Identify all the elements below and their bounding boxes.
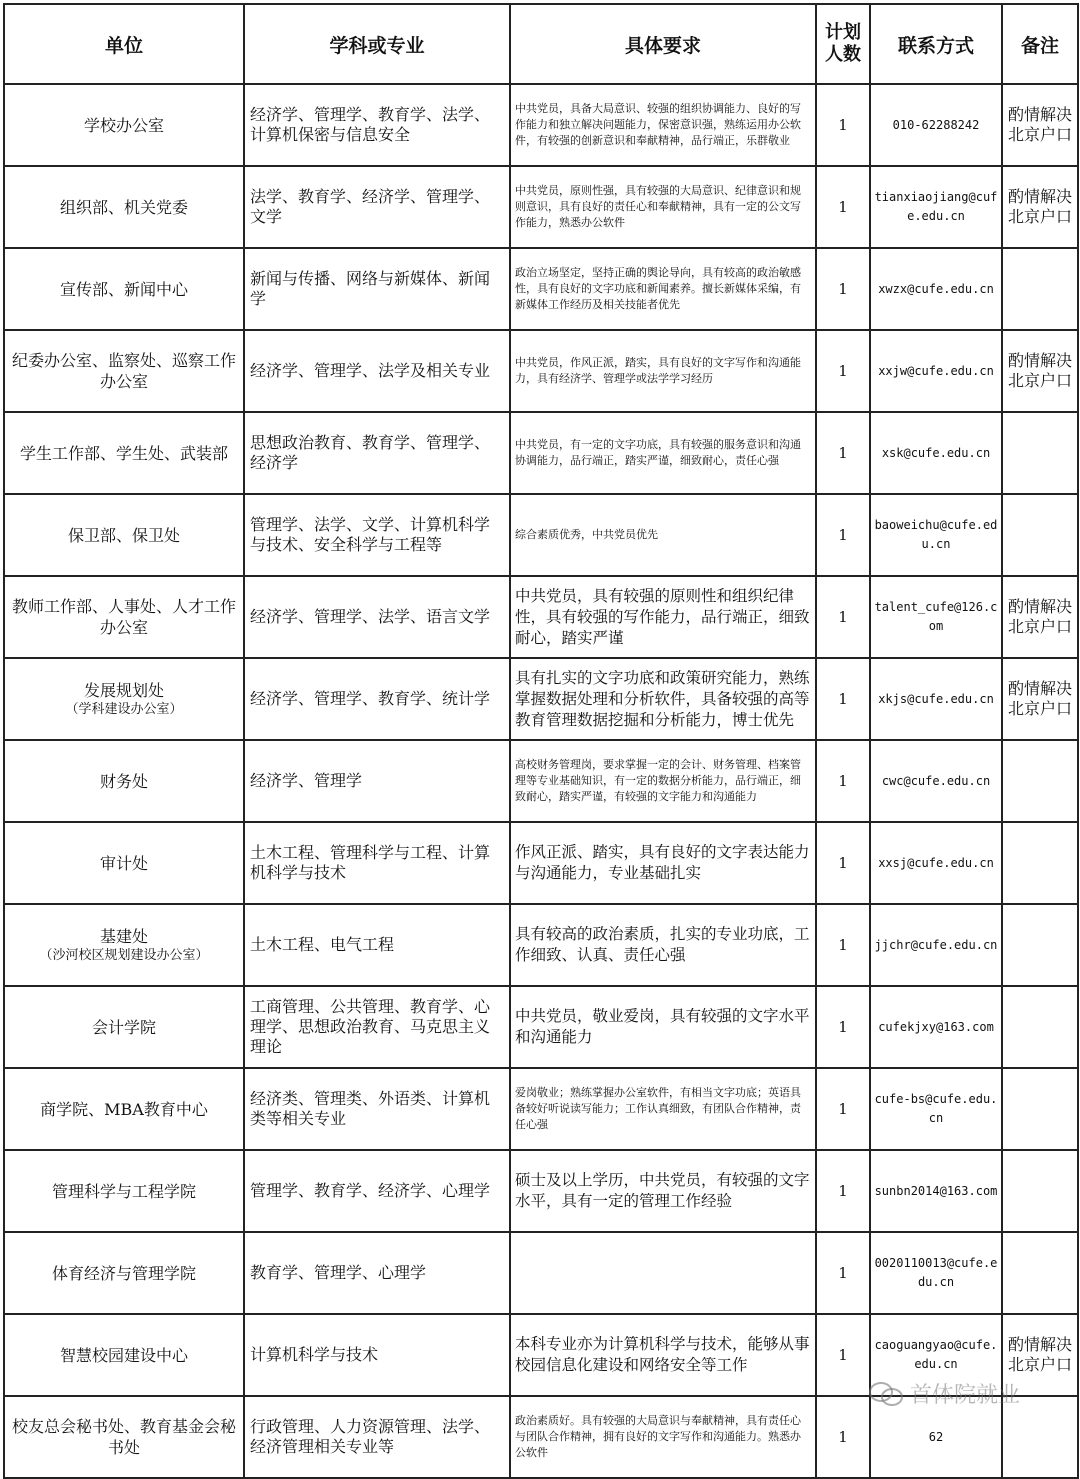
major-cell: 经济学、管理学、教育学、法学、计算机保密与信息安全 — [244, 84, 510, 166]
requirement-cell: 作风正派、踏实，具有良好的文字表达能力与沟通能力，专业基础扎实 — [510, 822, 816, 904]
header-contact: 联系方式 — [870, 4, 1002, 84]
header-note: 备注 — [1002, 4, 1078, 84]
requirement-cell: 中共党员，具备大局意识、较强的组织协调能力、良好的写作能力和独立解决问题能力，保密意识强，熟练运用办公软件，有较强的创新意识和奉献精神，品行端正，乐群敬业 — [510, 84, 816, 166]
count-cell: 1 — [816, 494, 870, 576]
unit-name: 保卫部、保卫处 — [67, 525, 180, 545]
unit-name: 校友总会秘书处、教育基金会秘书处 — [11, 1417, 236, 1457]
unit-name: 宣传部、新闻中心 — [59, 279, 188, 299]
table-row — [4, 494, 1078, 576]
note-cell: 酌情解决北京户口 — [1002, 576, 1078, 658]
contact-cell: cwc@cufe.edu.cn — [870, 740, 1002, 822]
note-cell — [1002, 494, 1078, 576]
unit-name: 智慧校园建设中心 — [59, 1345, 188, 1365]
requirement-cell: 高校财务管理岗，要求掌握一定的会计、财务管理、档案管理等专业基础知识，有一定的数据分析能力，品行端正，细致耐心，踏实严谨，有较强的文字能力和沟通能力 — [510, 740, 816, 822]
unit-cell — [4, 1232, 244, 1314]
count-cell: 1 — [816, 904, 870, 986]
table-row — [4, 330, 1078, 412]
header-count: 计划人数 — [816, 4, 870, 84]
requirement-cell — [510, 1232, 816, 1314]
contact-cell: xxsj@cufe.edu.cn — [870, 822, 1002, 904]
requirement-cell: 政治立场坚定，坚持正确的舆论导向，具有较高的政治敏感性，具有良好的文字功底和新闻素养。擅长新媒体采编，有新媒体工作经历及相关技能者优先 — [510, 248, 816, 330]
note-cell — [1002, 986, 1078, 1068]
header-major: 学科或专业 — [244, 4, 510, 84]
unit-subname: （学科建设办公室） — [65, 701, 183, 717]
unit-name: 教师工作部、人事处、人才工作办公室 — [11, 597, 236, 637]
table-row — [4, 1150, 1078, 1232]
note-cell: 酌情解决北京户口 — [1002, 658, 1078, 740]
count-cell: 1 — [816, 248, 870, 330]
unit-name: 组织部、机关党委 — [59, 197, 188, 217]
unit-cell — [4, 822, 244, 904]
unit-name: 发展规划处 — [83, 680, 164, 700]
major-cell: 法学、教育学、经济学、管理学、文学 — [244, 166, 510, 248]
requirement-cell: 具有扎实的文字功底和政策研究能力，熟练掌握数据处理和分析软件，具备较强的高等教育管理数据挖掘和分析能力，博士优先 — [510, 658, 816, 740]
wechat-icon — [868, 1381, 904, 1407]
major-cell: 工商管理、公共管理、教育学、心理学、思想政治教育、马克思主义理论 — [244, 986, 510, 1068]
major-cell: 经济类、管理类、外语类、计算机类等相关专业 — [244, 1068, 510, 1150]
contact-cell: xxjw@cufe.edu.cn — [870, 330, 1002, 412]
note-cell: 酌情解决北京户口 — [1002, 330, 1078, 412]
unit-name: 基建处 — [99, 926, 148, 946]
header-requirement: 具体要求 — [510, 4, 816, 84]
note-cell — [1002, 1150, 1078, 1232]
table-row — [4, 822, 1078, 904]
count-cell: 1 — [816, 1150, 870, 1232]
count-cell: 1 — [816, 1068, 870, 1150]
unit-name: 管理科学与工程学院 — [51, 1181, 196, 1201]
unit-cell — [4, 658, 244, 740]
unit-cell — [4, 248, 244, 330]
major-cell: 思想政治教育、教育学、管理学、经济学 — [244, 412, 510, 494]
contact-cell: 0020110013@cufe.edu.cn — [870, 1232, 1002, 1314]
requirement-cell: 具有较高的政治素质，扎实的专业功底，工作细致、认真、责任心强 — [510, 904, 816, 986]
table-row — [4, 576, 1078, 658]
table-row — [4, 166, 1078, 248]
contact-cell: xsk@cufe.edu.cn — [870, 412, 1002, 494]
table-row — [4, 904, 1078, 986]
watermark-text: 首体院就业 — [910, 1383, 1021, 1408]
unit-subname: （沙河校区规划建设办公室） — [39, 947, 209, 963]
count-cell: 1 — [816, 1396, 870, 1478]
unit-cell — [4, 330, 244, 412]
contact-cell: 010-62288242 — [870, 84, 1002, 166]
unit-cell — [4, 576, 244, 658]
unit-name: 财务处 — [99, 771, 148, 791]
requirement-cell: 本科专业亦为计算机科学与技术，能够从事校园信息化建设和网络安全等工作 — [510, 1314, 816, 1396]
major-cell: 管理学、法学、文学、计算机科学与技术、安全科学与工程等 — [244, 494, 510, 576]
requirement-cell: 中共党员，敬业爱岗，具有较强的文字水平和沟通能力 — [510, 986, 816, 1068]
unit-cell — [4, 1314, 244, 1396]
unit-cell — [4, 986, 244, 1068]
unit-name: 体育经济与管理学院 — [51, 1263, 196, 1283]
unit-cell — [4, 1150, 244, 1232]
note-cell — [1002, 904, 1078, 986]
major-cell: 新闻与传播、网络与新媒体、新闻学 — [244, 248, 510, 330]
contact-cell: xwzx@cufe.edu.cn — [870, 248, 1002, 330]
major-cell: 经济学、管理学、法学、语言文学 — [244, 576, 510, 658]
major-cell: 计算机科学与技术 — [244, 1314, 510, 1396]
note-cell: 酌情解决北京户口 — [1002, 166, 1078, 248]
table-row — [4, 1232, 1078, 1314]
unit-cell — [4, 904, 244, 986]
contact-cell: cufe-bs@cufe.edu.cn — [870, 1068, 1002, 1150]
contact-cell: baoweichu@cufe.edu.cn — [870, 494, 1002, 576]
table-row — [4, 412, 1078, 494]
unit-cell — [4, 1396, 244, 1478]
count-cell: 1 — [816, 330, 870, 412]
count-cell: 1 — [816, 822, 870, 904]
requirement-cell: 爱岗敬业；熟练掌握办公室软件，有相当文字功底；英语具备较好听说读写能力；工作认真细致，有团队合作精神，责任心强 — [510, 1068, 816, 1150]
count-cell: 1 — [816, 1232, 870, 1314]
count-cell: 1 — [816, 576, 870, 658]
count-cell: 1 — [816, 84, 870, 166]
unit-cell — [4, 412, 244, 494]
unit-cell — [4, 494, 244, 576]
unit-cell — [4, 84, 244, 166]
recruitment-table — [3, 3, 1079, 1479]
unit-name: 纪委办公室、监察处、巡察工作办公室 — [11, 351, 236, 391]
major-cell: 经济学、管理学 — [244, 740, 510, 822]
note-cell — [1002, 740, 1078, 822]
contact-cell: tianxiaojiang@cufe.edu.cn — [870, 166, 1002, 248]
requirement-cell: 中共党员，作风正派，踏实，具有良好的文字写作和沟通能力，具有经济学、管理学或法学学习经历 — [510, 330, 816, 412]
note-cell: 酌情解决北京户口 — [1002, 84, 1078, 166]
unit-name: 学校办公室 — [83, 115, 164, 135]
major-cell: 教育学、管理学、心理学 — [244, 1232, 510, 1314]
count-cell: 1 — [816, 412, 870, 494]
table-row — [4, 84, 1078, 166]
count-cell: 1 — [816, 986, 870, 1068]
table-row — [4, 986, 1078, 1068]
note-cell — [1002, 1232, 1078, 1314]
major-cell: 经济学、管理学、教育学、统计学 — [244, 658, 510, 740]
table-row — [4, 248, 1078, 330]
contact-cell: talent_cufe@126.com — [870, 576, 1002, 658]
contact-cell: cufekjxy@163.com — [870, 986, 1002, 1068]
contact-cell: 62 — [870, 1396, 1002, 1478]
header-row — [4, 4, 1078, 84]
unit-name: 商学院、MBA教育中心 — [40, 1099, 208, 1119]
unit-name: 审计处 — [99, 853, 148, 873]
major-cell: 管理学、教育学、经济学、心理学 — [244, 1150, 510, 1232]
count-cell: 1 — [816, 1314, 870, 1396]
note-cell — [1002, 412, 1078, 494]
count-cell: 1 — [816, 658, 870, 740]
unit-name: 会计学院 — [91, 1017, 156, 1037]
note-cell — [1002, 248, 1078, 330]
note-cell — [1002, 822, 1078, 904]
major-cell: 经济学、管理学、法学及相关专业 — [244, 330, 510, 412]
unit-cell — [4, 1068, 244, 1150]
unit-name: 学生工作部、学生处、武装部 — [19, 443, 228, 463]
note-cell: 酌情解决北京户口 — [1002, 1314, 1078, 1396]
requirement-cell: 中共党员，原则性强，具有较强的大局意识、纪律意识和规则意识，具有良好的责任心和奉献精神，具有一定的公文写作能力，熟悉办公软件 — [510, 166, 816, 248]
major-cell: 行政管理、人力资源管理、法学、经济管理相关专业等 — [244, 1396, 510, 1478]
requirement-cell: 政治素质好。具有较强的大局意识与奉献精神，具有责任心与团队合作精神，拥有良好的文字写作和沟通能力。熟悉办公软件 — [510, 1396, 816, 1478]
table-row — [4, 1068, 1078, 1150]
major-cell: 土木工程、管理科学与工程、计算机科学与技术 — [244, 822, 510, 904]
unit-cell — [4, 166, 244, 248]
table-row — [4, 658, 1078, 740]
contact-cell: sunbn2014@163.com — [870, 1150, 1002, 1232]
count-cell: 1 — [816, 166, 870, 248]
contact-cell: caoguangyao@cufe.edu.cn — [870, 1314, 1002, 1396]
header-unit: 单位 — [4, 4, 244, 84]
note-cell — [1002, 1068, 1078, 1150]
requirement-cell: 中共党员，有一定的文字功底，具有较强的服务意识和沟通协调能力，品行端正，踏实严谨，细致耐心，责任心强 — [510, 412, 816, 494]
watermark — [868, 1378, 1020, 1409]
requirement-cell: 综合素质优秀，中共党员优先 — [510, 494, 816, 576]
count-cell: 1 — [816, 740, 870, 822]
contact-cell: xkjs@cufe.edu.cn — [870, 658, 1002, 740]
requirement-cell: 硕士及以上学历，中共党员，有较强的文字水平，具有一定的管理工作经验 — [510, 1150, 816, 1232]
contact-cell: jjchr@cufe.edu.cn — [870, 904, 1002, 986]
table-row — [4, 740, 1078, 822]
unit-cell — [4, 740, 244, 822]
requirement-cell: 中共党员，具有较强的原则性和组织纪律性，具有较强的写作能力，品行端正，细致耐心，踏实严谨 — [510, 576, 816, 658]
major-cell: 土木工程、电气工程 — [244, 904, 510, 986]
